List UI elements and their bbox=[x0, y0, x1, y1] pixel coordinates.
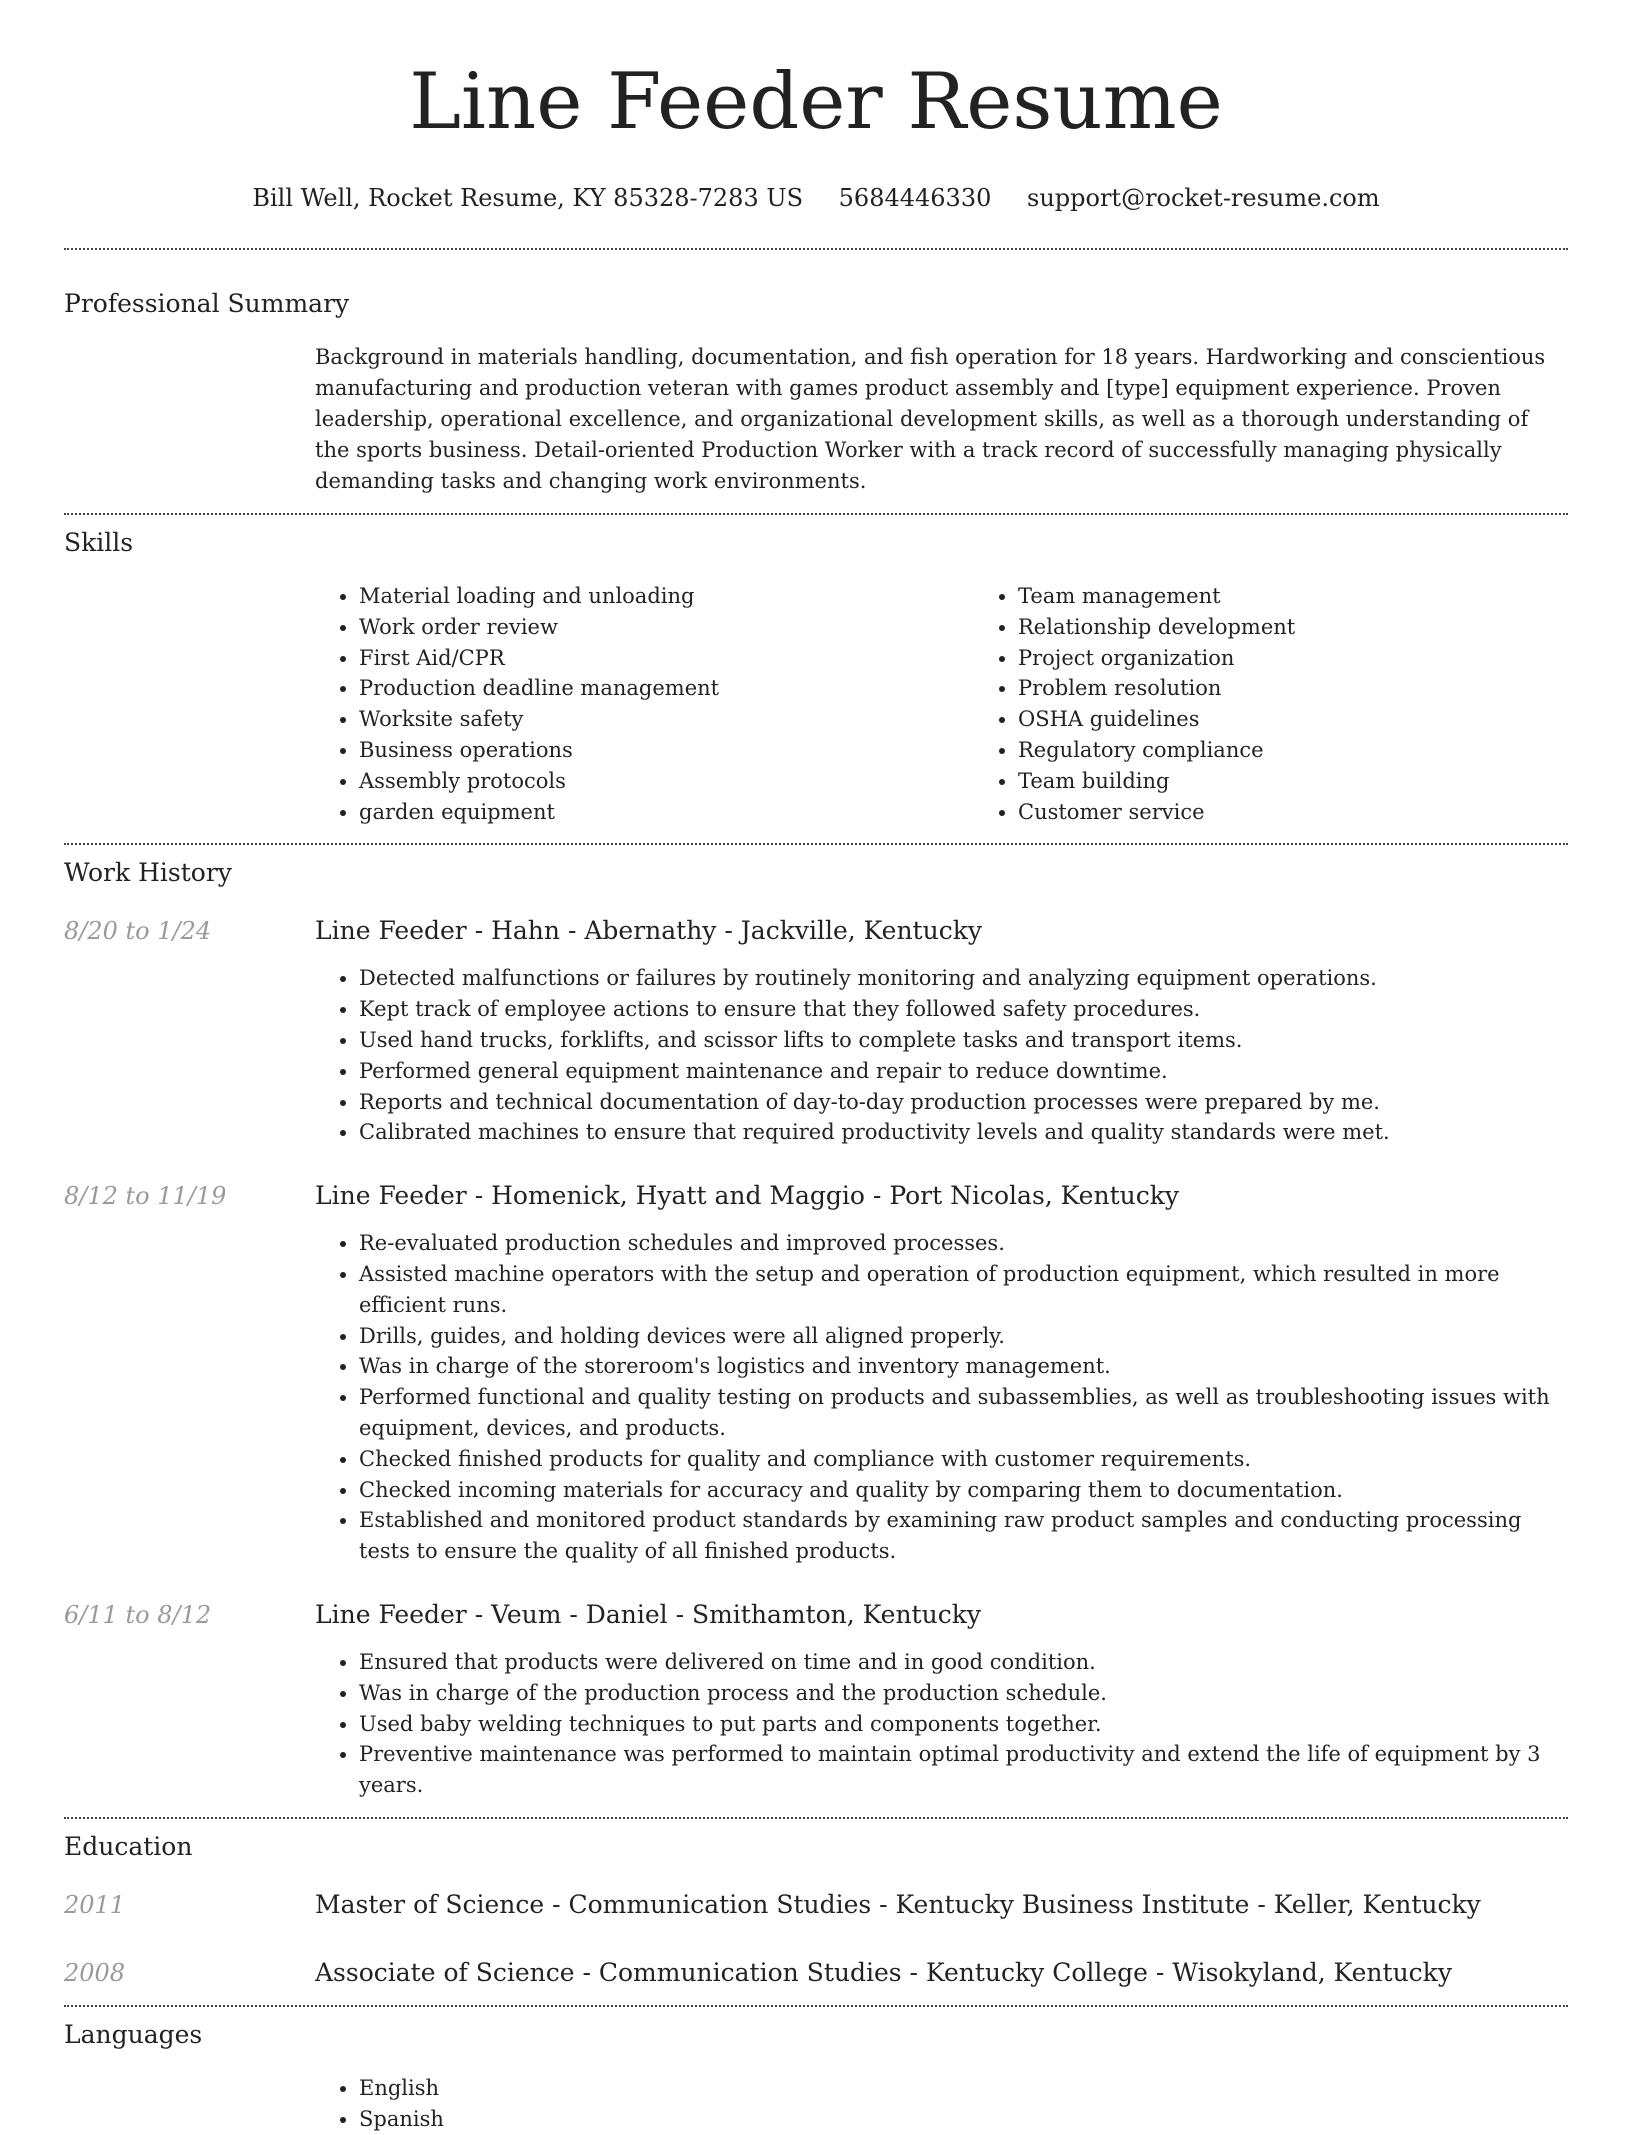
skill-item: • OSHA guidelines bbox=[1018, 704, 1632, 735]
skill-item: • Work order review bbox=[359, 612, 974, 643]
job-bullet: • Kept track of employee actions to ensure that they followed safety procedures. bbox=[359, 994, 1568, 1025]
job-date: 8/20 to 1/24 bbox=[64, 917, 212, 946]
work-section bbox=[64, 857, 1568, 1801]
summary-heading: Professional Summary bbox=[64, 289, 350, 318]
skill-item: • Team building bbox=[1018, 766, 1632, 797]
resume-title: Line Feeder Resume bbox=[409, 57, 1223, 147]
language-item: • Spanish bbox=[359, 2104, 1568, 2135]
education-heading: Education bbox=[64, 1831, 193, 1861]
contact-email: support@rocket-resume.com bbox=[1027, 184, 1380, 212]
skill-item: • garden equipment bbox=[359, 797, 974, 828]
education-date: 2011 bbox=[64, 1890, 126, 1919]
skill-item: • Regulatory compliance bbox=[1018, 735, 1632, 766]
languages-list bbox=[315, 2073, 1568, 2135]
languages-heading: Languages bbox=[64, 2019, 203, 2049]
divider bbox=[64, 843, 1568, 845]
job-bullet: • Re-evaluated production schedules and improved processes. bbox=[359, 1228, 1568, 1259]
job-bullet: • Calibrated machines to ensure that required productivity levels and quality standards were met. bbox=[359, 1117, 1568, 1148]
job-date: 8/12 to 11/19 bbox=[64, 1182, 227, 1211]
education-entry bbox=[64, 1957, 1568, 1989]
resume-page bbox=[64, 0, 1568, 2135]
work-heading: Work History bbox=[64, 858, 232, 888]
skill-item: • Project organization bbox=[1018, 643, 1632, 674]
summary-section bbox=[64, 288, 1568, 497]
job-bullet: • Drills, guides, and holding devices were all aligned properly. bbox=[359, 1321, 1568, 1352]
job-entry bbox=[64, 1180, 1568, 1567]
skill-item: • Relationship development bbox=[1018, 612, 1632, 643]
job-bullet: • Checked incoming materials for accuracy and quality by comparing them to documentation. bbox=[359, 1475, 1568, 1506]
job-bullets bbox=[315, 963, 1568, 1148]
job-bullet: • Performed functional and quality testing on products and subassemblies, as well as troubleshooting issues with equipment, devices, and products. bbox=[359, 1382, 1568, 1444]
job-bullet: • Checked finished products for quality and compliance with customer requirements. bbox=[359, 1444, 1568, 1475]
skill-item: • Material loading and unloading bbox=[359, 581, 974, 612]
skill-item: • Assembly protocols bbox=[359, 766, 974, 797]
skill-item: • Team management bbox=[1018, 581, 1632, 612]
contact-phone: 5684446330 bbox=[838, 184, 992, 212]
job-bullet: • Performed general equipment maintenance and repair to reduce downtime. bbox=[359, 1056, 1568, 1087]
job-bullet: • Ensured that products were delivered on time and in good condition. bbox=[359, 1647, 1568, 1678]
contact-line bbox=[64, 182, 1568, 214]
job-bullet: • Detected malfunctions or failures by routinely monitoring and analyzing equipment operations. bbox=[359, 963, 1568, 994]
job-title: Line Feeder - Hahn - Abernathy - Jackville, Kentucky bbox=[315, 916, 982, 946]
job-title: Line Feeder - Veum - Daniel - Smithamton, Kentucky bbox=[315, 1599, 981, 1629]
skill-item: • Production deadline management bbox=[359, 673, 974, 704]
skills-list-left bbox=[315, 581, 974, 827]
summary-text: Background in materials handling, documentation, and fish operation for 18 years. Hardworking and conscientious manufacturing and production veteran with games product assembly and [type] equipment experience. Proven leadership, operational excellence, and organizational development skills, as well as a thorough understanding of the sports business. Detail-oriented Production Worker with a track record of successfully managing physically demanding tasks and changing work environments. bbox=[315, 345, 1546, 493]
education-entry bbox=[64, 1889, 1568, 1921]
job-date: 6/11 to 8/12 bbox=[64, 1600, 212, 1629]
divider bbox=[64, 1817, 1568, 1819]
job-bullet: • Was in charge of the storeroom's logistics and inventory management. bbox=[359, 1351, 1568, 1382]
contact-address: Bill Well, Rocket Resume, KY 85328-7283 US bbox=[252, 184, 804, 212]
skill-item: • Business operations bbox=[359, 735, 974, 766]
job-bullets bbox=[315, 1228, 1568, 1567]
skills-section bbox=[64, 527, 1568, 827]
education-title: Associate of Science - Communication Studies - Kentucky College - Wisokyland, Kentucky bbox=[315, 1957, 1452, 1987]
divider bbox=[64, 513, 1568, 515]
skills-heading: Skills bbox=[64, 528, 134, 557]
skill-item: • First Aid/CPR bbox=[359, 643, 974, 674]
skill-item: • Customer service bbox=[1018, 797, 1632, 828]
divider bbox=[64, 2005, 1568, 2007]
education-section bbox=[64, 1831, 1568, 1989]
job-bullet: • Preventive maintenance was performed to maintain optimal productivity and extend the life of equipment by 3 years. bbox=[359, 1739, 1568, 1801]
languages-section bbox=[64, 2019, 1568, 2135]
job-title: Line Feeder - Homenick, Hyatt and Maggio - Port Nicolas, Kentucky bbox=[315, 1181, 1179, 1211]
job-bullet: • Was in charge of the production process and the production schedule. bbox=[359, 1678, 1568, 1709]
divider bbox=[64, 248, 1568, 250]
skills-list-right bbox=[974, 581, 1632, 827]
job-bullet: • Established and monitored product standards by examining raw product samples and conducting processing tests to ensure the quality of all finished products. bbox=[359, 1505, 1568, 1567]
education-title: Master of Science - Communication Studies - Kentucky Business Institute - Keller, Kentucky bbox=[315, 1889, 1481, 1919]
language-item: • English bbox=[359, 2073, 1568, 2104]
job-bullet: • Assisted machine operators with the setup and operation of production equipment, which resulted in more efficient runs. bbox=[359, 1259, 1568, 1321]
job-entry bbox=[64, 915, 1568, 1148]
job-bullet: • Used baby welding techniques to put parts and components together. bbox=[359, 1709, 1568, 1740]
job-entry bbox=[64, 1599, 1568, 1801]
job-bullet: • Reports and technical documentation of day-to-day production processes were prepared by me. bbox=[359, 1087, 1568, 1118]
job-bullet: • Used hand trucks, forklifts, and scissor lifts to complete tasks and transport items. bbox=[359, 1025, 1568, 1056]
education-date: 2008 bbox=[64, 1958, 126, 1987]
skill-item: • Worksite safety bbox=[359, 704, 974, 735]
skill-item: • Problem resolution bbox=[1018, 673, 1632, 704]
job-bullets bbox=[315, 1647, 1568, 1801]
